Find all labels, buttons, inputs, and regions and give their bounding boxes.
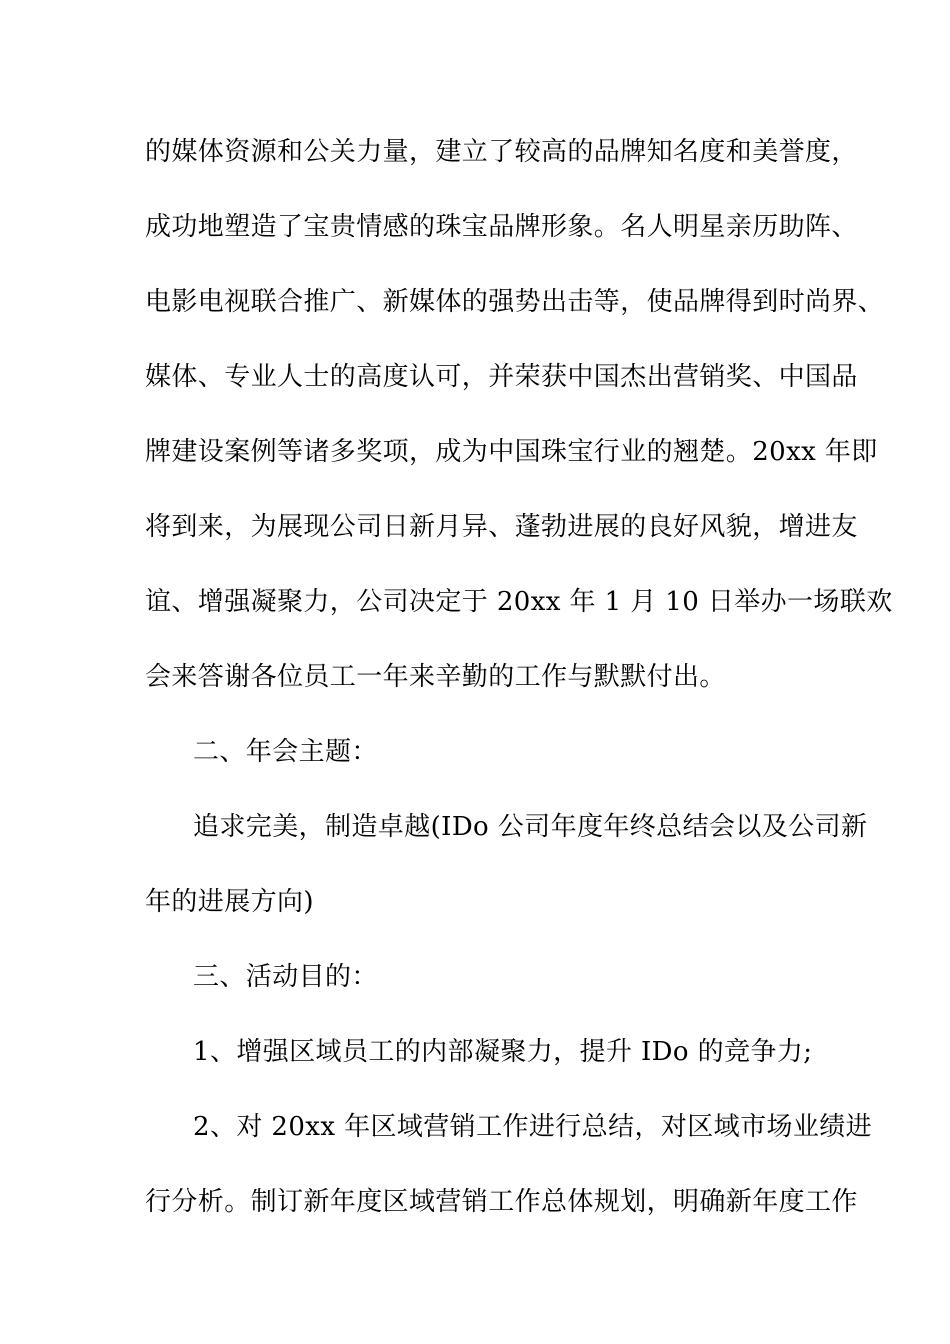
section-heading-purpose: 三、活动目的： — [193, 962, 378, 992]
body-text-line: 追求完美，制造卓越(IDo 公司年度年终总结会以及公司新 — [193, 812, 868, 842]
body-text-line: 谊、增强凝聚力，公司决定于 20xx 年 1 月 10 日举办一场联欢 — [145, 587, 893, 617]
body-text-line: 成功地塑造了宝贵情感的珠宝品牌形象。名人明星亲历助阵、 — [145, 212, 858, 242]
body-text-line: 会来答谢各位员工一年来辛勤的工作与默默付出。 — [145, 662, 726, 692]
list-item: 1、增强区域员工的内部凝聚力，提升 IDo 的竞争力; — [193, 1037, 813, 1067]
section-heading-theme: 二、年会主题： — [193, 737, 378, 767]
body-text-line: 牌建设案例等诸多奖项，成为中国珠宝行业的翘楚。20xx 年即 — [145, 437, 878, 467]
body-text-line: 电影电视联合推广、新媒体的强势出击等，使品牌得到时尚界、 — [145, 287, 885, 317]
body-text-line: 行分析。制订新年度区域营销工作总体规划，明确新年度工作 — [145, 1187, 858, 1217]
body-text-line: 的媒体资源和公关力量，建立了较高的品牌知名度和美誉度， — [145, 137, 858, 167]
body-text-line: 年的进展方向) — [145, 887, 314, 917]
list-item: 2、对 20xx 年区域营销工作进行总结，对区域市场业绩进 — [193, 1112, 873, 1142]
body-text-line: 将到来，为展现公司日新月异、蓬勃进展的良好风貌，增进友 — [145, 512, 858, 542]
body-text-line: 媒体、专业人士的高度认可，并荣获中国杰出营销奖、中国品 — [145, 362, 858, 392]
